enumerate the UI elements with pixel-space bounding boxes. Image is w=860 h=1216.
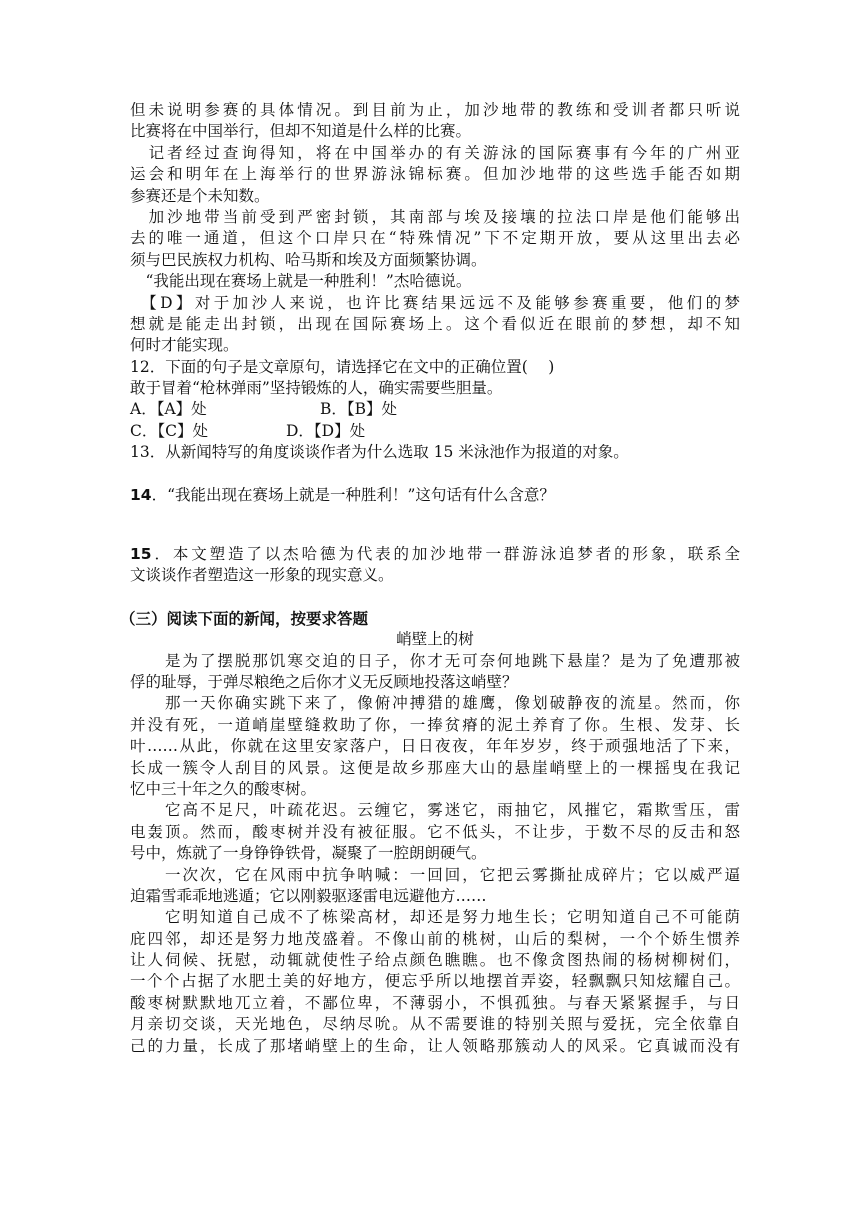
text-line: 一次次，它在风雨中抗争呐喊：一回回，它把云雾撕扯成碎片；它以威严逼	[130, 865, 740, 884]
passage-continuation	[130, 100, 740, 357]
text-line: 它高不足尺，叶疏花迟。云缠它，雾迷它，雨抽它，风摧它，霜欺雪压，雷	[130, 801, 740, 820]
text-line: 并没有死，一道峭崖壁缝救助了你，一捧贫瘠的泥土养育了你。生根、发芽、长	[130, 715, 740, 734]
text-line: 何时才能实现。	[130, 336, 239, 355]
option-a: A．【A】处	[130, 400, 207, 419]
question-text	[130, 544, 740, 565]
question-14	[130, 485, 740, 506]
question-13: 13．从新闻特写的角度谈谈作者为什么选取 15 米泳池作为报道的对象。	[130, 443, 629, 462]
text-line: 想就是能走出封锁，出现在国际赛场上。这个看似近在眼前的梦想，却不知	[130, 314, 740, 333]
text-line: 它明知道自己成不了栋梁高材，却还是努力地生长；它明知道自己不可能荫	[130, 908, 740, 927]
question-stem: 12．下面的句子是文章原句，请选择它在文中的正确位置( )	[130, 357, 555, 376]
question-text: ．“我能出现在赛场上就是一种胜利！”这句话有什么含意？	[151, 485, 555, 504]
section-heading: （三）阅读下面的新闻，按要求答题	[120, 608, 369, 628]
option-d: D．【D】处	[286, 421, 366, 440]
text-line: 一个个占据了水肥土美的好地方，便忘乎所以地摆首弄姿，轻飘飘只知炫耀自己。	[130, 972, 740, 991]
text-line: 叶……从此，你就在这里安家落户，日日夜夜，年年岁岁，终于顽强地活了下来，	[130, 737, 740, 756]
option-c: C．【C】处	[130, 421, 208, 440]
article-title: 峭壁上的树	[396, 630, 474, 649]
options-row	[130, 399, 740, 420]
text-line: 加沙地带当前受到严密封锁，其南部与埃及接壤的拉法口岸是他们能够出	[130, 207, 740, 226]
text-line: 俘的耻辱，于弹尽粮绝之后你才义无反顾地投落这峭壁？	[130, 672, 518, 691]
text-line: 但未说明参赛的具体情况。到目前为止，加沙地带的教练和受训者都只听说	[130, 101, 740, 119]
text-line: 庇四邻，却还是努力地茂盛着。不像山前的桃树，山后的梨树，一个个娇生惯养	[130, 929, 740, 948]
text-line: 迫霜雪乖乖地逃遁；它以刚毅驱逐雷电远避他方……	[130, 886, 487, 905]
text-line: 运会和明年在上海举行的世界游泳锦标赛。但加沙地带的这些选手能否如期	[130, 165, 740, 184]
text-line: 须与巴民族权力机构、哈马斯和埃及方面频繁协调。	[130, 250, 487, 269]
section-3	[120, 608, 740, 1057]
text-line: 月亲切交谈，天光地色，尽纳尽吮。从不需要谁的特别关照与爱抚，完全依靠自	[130, 1015, 740, 1034]
text-line: 记者经过查询得知，将在中国举办的有关游泳的国际赛事有今年的广州亚	[130, 143, 740, 162]
text-line: 【D】对于加沙人来说，也许比赛结果远远不及能够参赛重要，他们的梦	[130, 293, 740, 312]
question-12	[130, 357, 740, 443]
text-line: 酸枣树默默地兀立着，不鄙位卑，不薄弱小，不惧孤独。与春天紧紧握手，与日	[130, 993, 740, 1012]
options-row	[130, 421, 740, 442]
document-page	[120, 100, 740, 1057]
text-line: 忆中三十年之久的酸枣树。	[130, 779, 317, 798]
question-text-line: 文谈谈作者塑造这一形象的现实意义。	[130, 566, 394, 585]
text-line: 号中，炼就了一身铮铮铁骨，凝聚了一腔朗朗硬气。	[130, 844, 487, 863]
text-line: 那一天你确实跳下来了，像俯冲搏猎的雄鹰，像划破静夜的流星。然而，你	[130, 694, 740, 713]
text-line: 去的唯一通道，但这个口岸只在“特殊情况”下不定期开放，要从这里出去必	[130, 229, 740, 248]
text-line: 参赛还是个未知数。	[130, 186, 270, 205]
text-line: 长成一簇令人刮目的风景。这便是故乡那座大山的悬崖峭壁上的一棵摇曳在我记	[130, 758, 740, 777]
text-line: 是为了摆脱那饥寒交迫的日子，你才无可奈何地跳下悬崖？是为了免遭那被	[130, 651, 740, 670]
question-number: 14	[130, 485, 152, 504]
question-15	[130, 544, 740, 587]
question-text-line: ．本文塑造了以杰哈德为代表的加沙地带一群游泳追梦者的形象，联系全	[151, 545, 740, 564]
question-number: 15	[130, 545, 152, 564]
text-line: 比赛将在中国举行，但却不知道是什么样的比赛。	[130, 122, 472, 141]
text-line: 己的力量，长成了那堵峭壁上的生命，让人领略那簇动人的风采。它真诚而没有	[130, 1036, 740, 1055]
text-line: “我能出现在赛场上就是一种胜利！”杰哈德说。	[130, 272, 472, 291]
text-line: 电轰顶。然而，酸枣树并没有被征服。它不低头，不让步，于数不尽的反击和怒	[130, 822, 740, 841]
question-sentence: 敢于冒着“枪林弹雨”坚持锻炼的人，确实需要些胆量。	[130, 379, 503, 398]
text-line: 让人伺候、抚慰，动辄就使性子给点颜色瞧瞧。也不像贪图热闹的杨树柳树们，	[130, 951, 740, 970]
option-b: B．【B】处	[320, 400, 398, 419]
